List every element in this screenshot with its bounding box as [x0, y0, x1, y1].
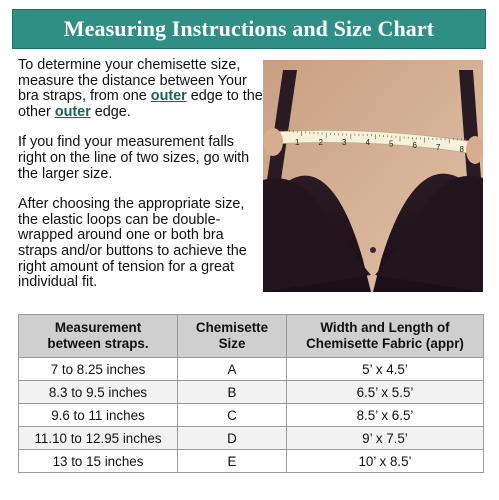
table-header-row [19, 315, 484, 358]
cell-size: D [178, 427, 287, 450]
tape-number: 7 [436, 143, 441, 153]
cell-fabric: 6.5’ x 5.5’ [287, 381, 484, 404]
center-bow [370, 247, 376, 253]
instruction-measure [18, 58, 263, 120]
table-row [19, 404, 484, 427]
measuring-photo [263, 60, 483, 292]
cell-size: C [178, 404, 287, 427]
outer-emphasis-1: outer [150, 88, 187, 105]
title-banner [12, 9, 486, 49]
cell-size: B [178, 381, 287, 404]
header-measurement: Measurement between straps. [19, 315, 178, 358]
table-row [19, 381, 484, 404]
cell-fabric: 9’ x 7.5’ [287, 427, 484, 450]
cell-measurement: 8.3 to 9.5 inches [19, 381, 178, 404]
size-chart-table [18, 314, 484, 473]
tape-number: 8 [459, 144, 464, 154]
outer-emphasis-2: outer [54, 103, 91, 120]
cell-size: A [178, 358, 287, 381]
cell-fabric: 5’ x 4.5’ [287, 358, 484, 381]
tape-number: 6 [412, 141, 417, 151]
table-row [19, 358, 484, 381]
tape-number: 4 [365, 138, 370, 147]
cell-measurement: 7 to 8.25 inches [19, 358, 178, 381]
instruction-between-sizes: If you find your measurement falls right on the line of two sizes, go with the larger size. [18, 134, 250, 182]
tape-number: 5 [389, 139, 394, 149]
cell-measurement: 13 to 15 inches [19, 450, 178, 473]
header-size: Chemisette Size [178, 315, 287, 358]
cell-measurement: 9.6 to 11 inches [19, 404, 178, 427]
table-row [19, 427, 484, 450]
table-row [19, 450, 484, 473]
instruction-measure-part2: edge to the other [18, 88, 263, 120]
left-fingers [263, 128, 283, 156]
instructions-text [18, 58, 263, 306]
cell-size: E [178, 450, 287, 473]
instruction-measure-part3: edge. [90, 103, 131, 120]
page-title: Measuring Instructions and Size Chart [63, 16, 435, 41]
cell-fabric: 8.5’ x 6.5’ [287, 404, 484, 427]
instruction-measure-part1: To determine your chemisette size, measure the distance between Your bra straps, from one [18, 57, 247, 105]
tape-number: 3 [342, 138, 347, 147]
bra-measuring-illustration [263, 60, 483, 292]
cell-fabric: 10’ x 8.5’ [287, 450, 484, 473]
cell-measurement: 11.10 to 12.95 inches [19, 427, 178, 450]
tape-number: 2 [318, 138, 323, 147]
header-fabric: Width and Length of Chemisette Fabric (appr) [287, 315, 484, 358]
tape-number: 1 [295, 138, 300, 147]
instruction-elastic-loops: After choosing the appropriate size, the elastic loops can be double-wrapped around one or both bra straps and/or buttons to achieve the right amount of tension for a great individual fit. [18, 196, 247, 291]
